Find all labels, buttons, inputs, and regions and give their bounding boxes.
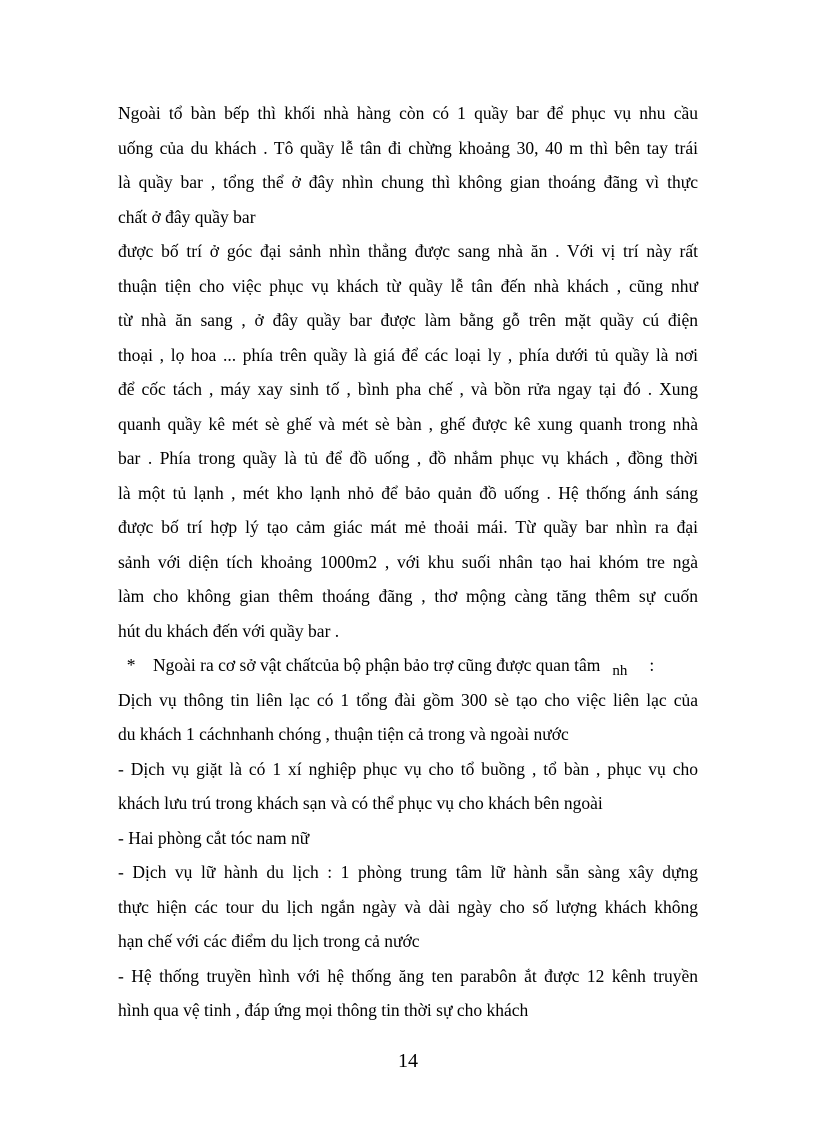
asterisk-line-text: * Ngoài ra cơ sở vật chấtcủa bộ phận bảo trợ cũng được quan tâm (118, 655, 601, 675)
text-line: bar . Phía trong quầy là tủ để đồ uống , đồ nhắm phục vụ khách , đồng thời (118, 448, 698, 468)
inline-note: nh (612, 663, 628, 679)
text-line: thuận tiện cho việc phục vụ khách từ quầy lễ tân đến nhà khách , cũng như (118, 275, 698, 296)
text-line-asterisk (118, 648, 698, 683)
text-line: Dịch vụ thông tin liên lạc có 1 tổng đài gồm 300 sè tạo cho việc liên lạc của (118, 689, 698, 710)
inline-tail: : (649, 655, 655, 675)
text-line: uống của du khách . Tô quầy lễ tân đi chừng khoảng 30, 40 m thì bên tay trái (118, 137, 698, 158)
text-line: hình qua vệ tinh , đáp ứng mọi thông tin thời sự cho khách (118, 1000, 529, 1020)
text-line: - Dịch vụ lữ hành du lịch : 1 phòng trung tâm lữ hành sẵn sàng xây dựng (118, 862, 698, 882)
text-line: khách lưu trú trong khách sạn và có thể phục vụ cho khách bên ngoài (118, 793, 603, 813)
text-line: thực hiện các tour du lịch ngắn ngày và dài ngày cho số lượng khách không (118, 896, 698, 917)
text-line: du khách 1 cáchnhanh chóng , thuận tiện cả trong và ngoài nước (118, 724, 569, 744)
text-line: sảnh với diện tích khoảng 1000m2 , với khu suối nhân tạo hai khóm tre ngà (118, 551, 698, 572)
text-line: chất ở đây quầy bar (118, 206, 256, 227)
text-line: được bố trí hợp lý tạo cảm giác mát mẻ thoải mái. Từ quầy bar nhìn ra đại (118, 517, 698, 537)
text-line: hạn chế với các điểm du lịch trong cả nước (118, 931, 420, 951)
body-text (118, 96, 698, 1028)
text-line: - Dịch vụ giặt là có 1 xí nghiệp phục vụ cho tổ buồng , tổ bàn , phục vụ cho (118, 758, 698, 779)
text-line: để cốc tách , máy xay sinh tố , bình pha chế , và bồn rửa ngay tại đó . Xung (118, 379, 698, 399)
text-line: làm cho không gian thêm thoáng đãng , thơ mộng càng tăng thêm sự cuốn (118, 586, 698, 606)
text-line: thoại , lọ hoa ... phía trên quầy là giá để các loại ly , phía dưới tủ quầy là nơi (118, 344, 698, 365)
text-line: từ nhà ăn sang , ở đây quầy bar được làm bằng gỗ trên mặt quầy cú điện (118, 310, 698, 330)
text-line: hút du khách đến với quầy bar . (118, 620, 340, 641)
text-line: - Hệ thống truyền hình với hệ thống ăng ten parabôn ắt được 12 kênh truyền (118, 965, 698, 986)
page-number: 14 (398, 1050, 418, 1072)
text-line: là một tủ lạnh , mét kho lạnh nhỏ để bảo quản đồ uống . Hệ thống ánh sáng (118, 482, 698, 503)
text-line: Ngoài tổ bàn bếp thì khối nhà hàng còn có 1 quầy bar để phục vụ nhu cầu (118, 103, 698, 123)
text-line: - Hai phòng cắt tóc nam nữ (118, 827, 310, 848)
text-line: là quầy bar , tổng thể ở đây nhìn chung thì không gian thoáng đãng vì thực (118, 172, 698, 192)
text-line: được bố trí ở góc đại sảnh nhìn thẳng được sang nhà ăn . Với vị trí này rất (118, 241, 698, 261)
text-line: quanh quầy kê mét sè ghế và mét sè bàn , ghế được kê xung quanh trong nhà (118, 413, 698, 434)
